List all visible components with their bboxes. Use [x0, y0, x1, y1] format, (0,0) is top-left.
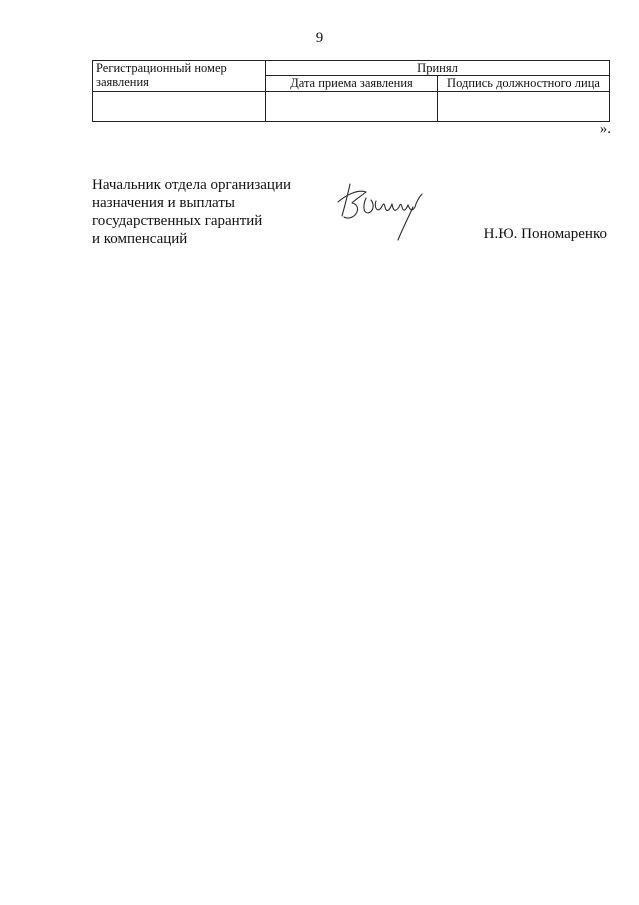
signer-name: Н.Ю. Пономаренко: [483, 226, 607, 242]
date-header: Дата приема заявления: [266, 76, 438, 92]
page-number: 9: [315, 30, 324, 46]
signature-header: Подпись должностного лица: [438, 76, 610, 92]
handwritten-signature-icon: [336, 180, 426, 244]
accepted-header: Принял: [266, 61, 610, 76]
signature-cell: [438, 92, 610, 122]
closing-quote: ».: [599, 121, 611, 137]
reg-number-cell: [93, 92, 266, 122]
signer-position-line: Начальник отдела организации: [92, 177, 292, 193]
signer-position-line: назначения и выплаты: [92, 195, 235, 211]
reg-number-header: Регистрационный номер заявления: [93, 61, 266, 92]
date-cell: [266, 92, 438, 122]
signer-position: [92, 176, 291, 248]
signer-position-line: и компенсаций: [92, 231, 188, 247]
signer-position-line: государственных гарантий: [92, 213, 263, 229]
registration-table: [92, 60, 610, 122]
